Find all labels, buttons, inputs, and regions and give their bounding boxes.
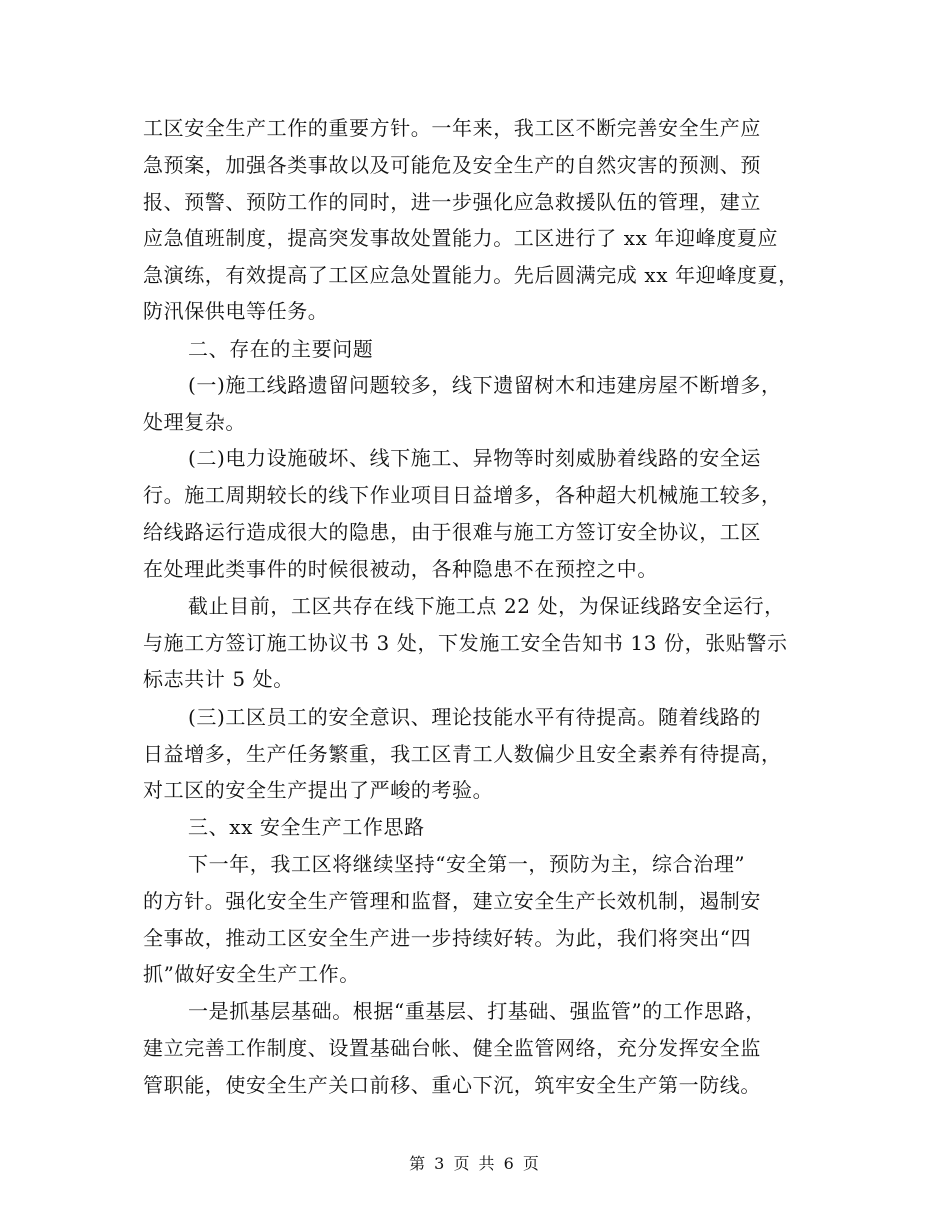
text-line: 急预案，加强各类事故以及可能危及安全生产的自然灾害的预测、预 [143,153,761,177]
text-line: 给线路运行造成很大的隐患，由于很难与施工方签订安全协议，工区 [143,520,761,544]
text-line: 行。施工周期较长的线下作业项目日益增多，各种超大机械施工较多， [143,483,782,507]
text-line: (二)电力设施破坏、线下施工、异物等时刻威胁着线路的安全运 [188,446,762,470]
text-line: 的方针。强化安全生产管理和监督，建立安全生产长效机制，遏制安 [143,889,761,913]
text-line: 与施工方签订施工协议书 3 处，下发施工安全告知书 13 份，张贴警示 [143,631,788,655]
text-line: 防汛保供电等任务。 [143,299,329,323]
text-line: (三)工区员工的安全意识、理论技能水平有待提高。随着线路的 [188,705,762,729]
text-line: 对工区的安全生产提出了严峻的考验。 [143,778,494,802]
text-line: 急演练，有效提高了工区应急处置能力。先后圆满完成 xx 年迎峰度夏， [143,263,799,287]
text-line: 处理复杂。 [143,410,246,434]
text-line: 工区安全生产工作的重要方针。一年来，我工区不断完善安全生产应 [143,116,761,140]
text-line: (一)施工线路遗留问题较多，线下遗留树木和违建房屋不断增多， [188,373,782,397]
text-line: 在处理此类事件的时候很被动，各种隐患不在预控之中。 [143,557,658,581]
text-line: 标志共计 5 处。 [143,667,294,691]
text-line: 一是抓基层基础。根据“重基层、打基础、强监管”的工作思路， [188,999,766,1023]
text-line: 抓”做好安全生产工作。 [143,962,360,986]
text-line: 建立完善工作制度、设置基础台帐、健全监管网络，充分发挥安全监 [143,1036,761,1060]
text-line: 全事故，推动工区安全生产进一步持续好转。为此，我们将突出“四 [143,926,752,950]
text-line: 报、预警、预防工作的同时，进一步强化应急救援队伍的管理，建立 [143,190,761,214]
text-line: 日益增多，生产任务繁重，我工区青工人数偏少且安全素养有待提高， [143,742,782,766]
text-line: 下一年，我工区将继续坚持“安全第一，预防为主，综合治理” [188,852,746,876]
section-heading: 二、存在的主要问题 [188,337,374,361]
page-number: 第 3 页 共 6 页 [409,1154,541,1173]
text-line: 管职能，使安全生产关口前移、重心下沉，筑牢安全生产第一防线。 [143,1073,761,1097]
text-line: 应急值班制度，提高突发事故处置能力。工区进行了 xx 年迎峰度夏应 [143,226,779,250]
section-heading: 三、xx 安全生产工作思路 [188,815,425,839]
text-line: 截止目前，工区共存在线下施工点 22 处，为保证线路安全运行， [188,594,785,618]
